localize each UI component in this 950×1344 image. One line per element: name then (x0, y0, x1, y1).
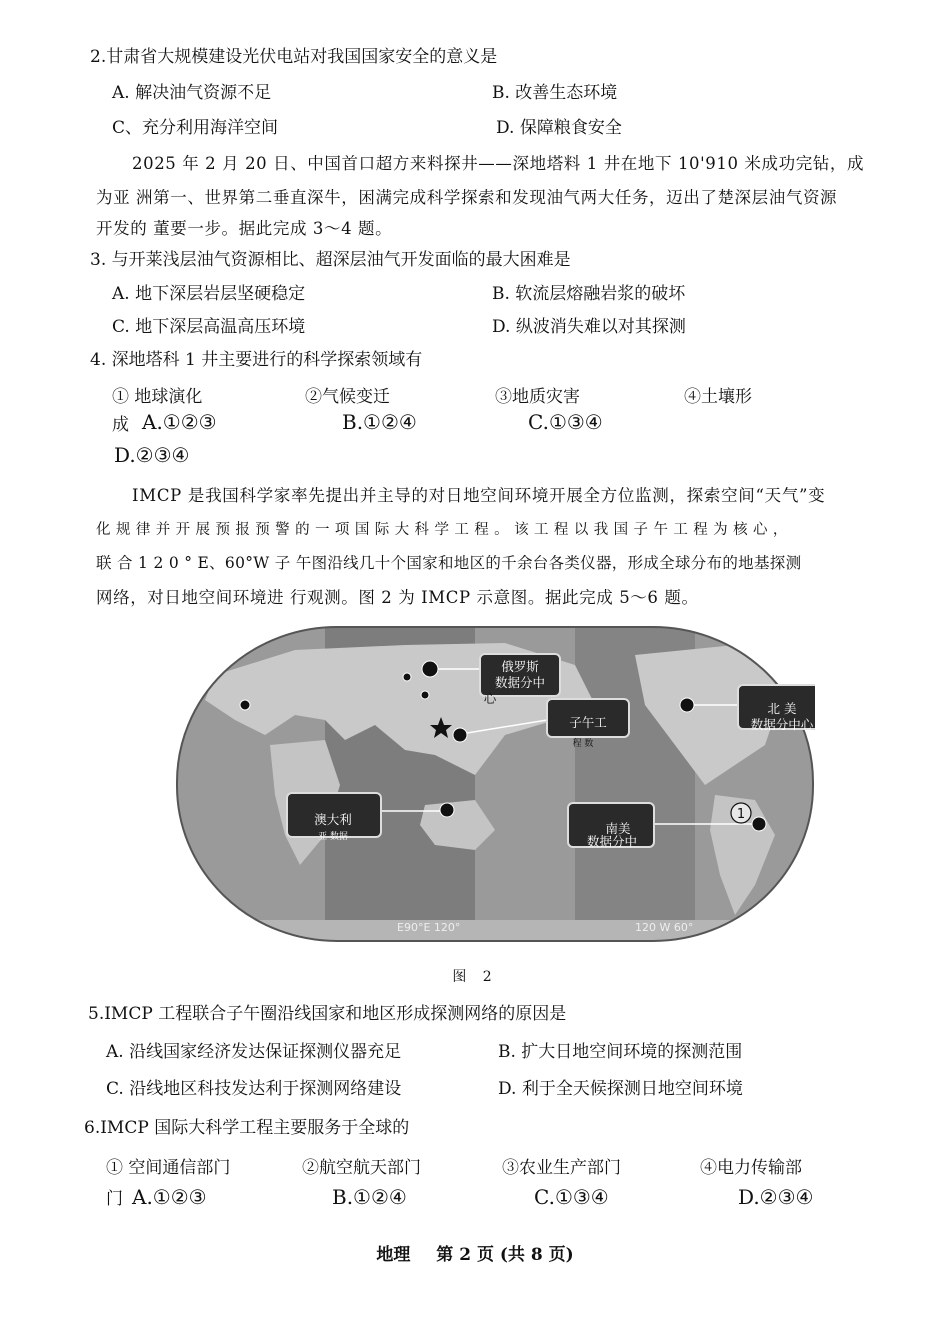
q5-option-c: C. 沿线地区科技发达利于探测网络建设 (106, 1079, 402, 1099)
q5-option-d: D. 利于全天候探测日地空间环境 (498, 1079, 743, 1099)
q3-option-a: A. 地下深层岩层坚硬稳定 (112, 284, 306, 304)
page-footer (0, 1240, 950, 1265)
q4-stem: 4. 深地塔科 1 井主要进行的科学探索领域有 (90, 350, 423, 370)
russia-label-text-3: 心 (483, 691, 497, 706)
passage1-line2: 为亚 洲第一、世界第二垂直深牛，困满完成科学探索和发现油气两大任务，迈出了楚深层油气资源 (96, 188, 838, 207)
passage2-line1: IMCP 是我国科学家率先提出并主导的对日地空间环境开展全方位监测，探索空间“天气”变 (132, 486, 826, 505)
q4-option-b: B.①②④ (342, 410, 417, 434)
station-marker (240, 700, 250, 710)
q5-option-b: B. 扩大日地空间环境的探测范围 (498, 1042, 743, 1062)
circle-1-marker (731, 803, 751, 823)
australia-label-text: 澳大利 (314, 812, 352, 827)
station-marker (453, 728, 467, 742)
q6-option-c: C.①③④ (534, 1185, 609, 1209)
imcp-map-figure (175, 625, 815, 943)
figure-caption: 图 2 (452, 969, 498, 985)
station-marker (680, 698, 694, 712)
north-america-label-text: 北 美 (767, 701, 797, 716)
q6-item-3: ③农业生产部门 (502, 1158, 621, 1178)
q2-option-d: D. 保障粮食安全 (496, 118, 622, 138)
q4-option-d: D.②③④ (114, 443, 190, 467)
russia-label-text: 俄罗斯 (501, 659, 539, 674)
south-america-data-center-label (568, 803, 654, 849)
q6-item-4: ④电力传输部 (700, 1158, 802, 1178)
north-america-data-center-label (738, 685, 815, 732)
q5-stem: 5.IMCP 工程联合子午圈沿线国家和地区形成探测网络的原因是 (88, 1004, 567, 1024)
passage2-line2: 化 规 律 并 开 展 预 报 预 警 的 一 项 国 际 大 科 学 工 程 。 该 工 程 以 我 国 子 午 工 程 为 核 心 ， (96, 522, 788, 538)
australia-label-text-2: 亚 数据 (318, 832, 348, 842)
passage2-line3: 联 合 1 2 0 ° E、60°W 子 午图沿线几十个国家和地区的千余台各类仪器，形成全球分布的地基探测 (96, 554, 802, 572)
q4-item-3: ③地质灾害 (495, 387, 580, 407)
passage2-line4: 网络，对日地空间环境进 行观测。图 2 为 IMCP 示意图。据此完成 5～6 题。 (96, 588, 699, 607)
station-marker (752, 817, 766, 831)
imcp-world-map (175, 625, 815, 943)
q6-item-1: ① 空间通信部门 (106, 1158, 231, 1178)
footer-subject: 地理 (376, 1245, 411, 1265)
q4-item-4: ④土壤形 (684, 387, 752, 407)
north-america-label-text-2: 数据分中心 (750, 717, 814, 732)
passage1-line1: 2025 年 2 月 20 日、中国首口超方来料探井——深地塔料 1 井在地下 10'910 米成功完钻，成 (132, 154, 865, 173)
footer-page-number: 第 2 页 (共 8 页) (436, 1245, 574, 1265)
q3-stem: 3. 与开莱浅层油气资源相比、超深层油气开发面临的最大困难是 (90, 250, 571, 270)
q5-option-a: A. 沿线国家经济发达保证探测仪器充足 (106, 1042, 402, 1062)
q4-item-2: ②气候变迁 (305, 387, 390, 407)
q4-item-1: ① 地球演化 (112, 387, 203, 407)
russia-label-text-2: 数据分中 (494, 675, 546, 690)
meridian-label-text: 子午工 (569, 715, 607, 730)
q6-option-a: A.①②③ (132, 1185, 207, 1209)
australia-data-center-label (287, 793, 381, 842)
south-america-label-text-2: 数据分中 (586, 834, 638, 849)
q6-item-2: ②航空航天部门 (302, 1158, 421, 1178)
q2-stem: 2.甘肃省大规模建设光伏电站对我国国家安全的意义是 (90, 47, 498, 67)
station-marker (440, 803, 454, 817)
q4-option-c: C.①③④ (528, 410, 603, 434)
station-marker (403, 673, 411, 681)
q2-option-c: C、充分利用海洋空间 (112, 118, 279, 138)
axis-label-60w: 120 W 60° (635, 921, 694, 934)
q2-option-a: A. 解决油气资源不足 (112, 83, 272, 103)
q3-option-d: D. 纵波消失难以对其探测 (492, 317, 686, 337)
q6-stem: 6.IMCP 国际大科学工程主要服务于全球的 (84, 1118, 410, 1138)
circle-1-label: 1 (736, 807, 746, 822)
q6-item-4-continued: 门 (106, 1189, 123, 1209)
q4-item-4-continued: 成 (112, 415, 129, 435)
q3-option-b: B. 软流层熔融岩浆的破坏 (492, 284, 686, 304)
q2-option-b: B. 改善生态环境 (492, 83, 618, 103)
station-marker (422, 661, 438, 677)
meridian-label-text-2: 程 数 (572, 739, 594, 749)
q6-option-d: D.②③④ (738, 1185, 814, 1209)
passage1-line3: 开发的 董要一步。据此完成 3～4 题。 (96, 219, 393, 238)
south-america-label-text: 南美 (605, 821, 631, 836)
q4-option-a: A.①②③ (142, 410, 217, 434)
axis-label-120e: E90°E 120° (397, 921, 461, 934)
q3-option-c: C. 地下深层高温高压环境 (112, 317, 306, 337)
q6-option-b: B.①②④ (332, 1185, 407, 1209)
station-marker (421, 691, 429, 699)
